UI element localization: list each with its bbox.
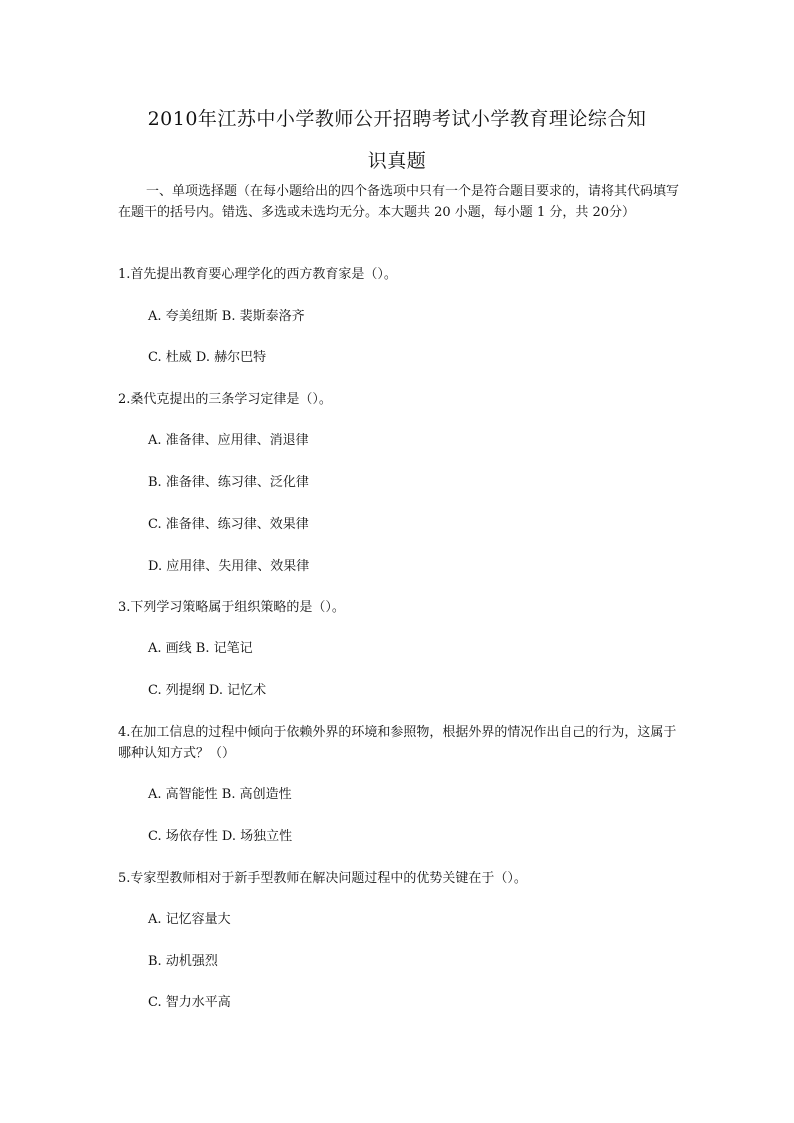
question-1-stem: 1.首先提出教育要心理学化的西方教育家是（）。 (118, 267, 397, 282)
section-intro: 一、单项选择题（在每小题给出的四个备选项中只有一个是符合题目要求的，请将其代码填写在题干的括号内。错选、多选或未选均无分。本大题共 20 小题，每小题 1 分，共 20分） (118, 184, 680, 220)
question-2-option-d: D. 应用律、失用律、效果律 (148, 559, 310, 574)
document-title-line-1: 2010年江苏中小学教师公开招聘考试小学教育理论综合知 (147, 108, 647, 130)
question-4-stem: 4.在加工信息的过程中倾向于依赖外界的环境和参照物，根据外界的情况作出自己的行为，这属于哪种认知方式？（） (118, 725, 677, 761)
question-2-option-b: B. 准备律、练习律、泛化律 (148, 475, 309, 490)
question-5-option-a: A. 记忆容量大 (148, 912, 231, 927)
question-3-option-row-1: A. 画线 B. 记笔记 (148, 641, 253, 656)
question-5-option-b: B. 动机强烈 (148, 954, 218, 969)
question-2-option-a: A. 准备律、应用律、消退律 (148, 433, 309, 448)
document-title-line-2: 识真题 (367, 150, 427, 172)
question-3-stem: 3.下列学习策略属于组织策略的是（）。 (118, 600, 345, 615)
question-4-option-row-1: A. 高智能性 B. 高创造性 (148, 787, 292, 802)
question-5-option-c: C. 智力水平高 (148, 995, 231, 1010)
question-2-option-c: C. 准备律、练习律、效果律 (148, 517, 309, 532)
question-2-stem: 2.桑代克提出的三条学习定律是（）。 (118, 392, 332, 407)
question-3-option-row-2: C. 列提纲 D. 记忆术 (148, 683, 267, 698)
question-1-option-row-1: A. 夸美纽斯 B. 裴斯泰洛齐 (148, 309, 305, 324)
question-5-stem: 5.专家型教师相对于新手型教师在解决问题过程中的优势关键在于（）。 (118, 871, 527, 886)
question-4-option-row-2: C. 场依存性 D. 场独立性 (148, 829, 293, 844)
question-1-option-row-2: C. 杜威 D. 赫尔巴特 (148, 350, 267, 365)
